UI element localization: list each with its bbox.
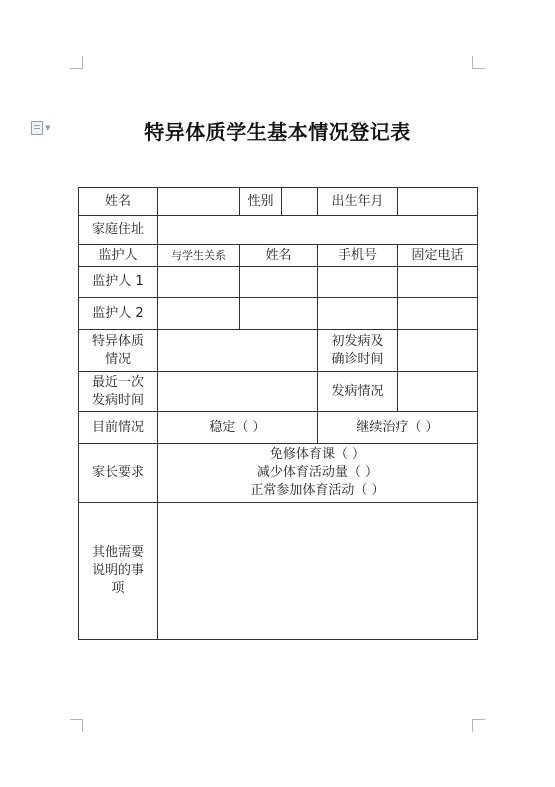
landline-header: 固定电话 [398,245,478,267]
chevron-down-icon: ▼ [45,123,51,132]
parent-request-label: 家长要求 [79,444,158,503]
guardian-1-relation-field[interactable] [158,267,240,298]
other-notes-field[interactable] [158,503,478,640]
gender-label: 性别 [240,188,282,216]
guardian-2-name-field[interactable] [240,298,318,330]
stable-option[interactable]: 稳定（ ） [158,412,318,444]
current-status-label: 目前情况 [79,412,158,444]
birth-label: 出生年月 [318,188,398,216]
crop-mark-bottom-right [472,719,485,732]
birth-field[interactable] [398,188,478,216]
last-attack-label: 最近一次 发病时间 [79,372,158,412]
guardian-1-phone-field[interactable] [318,267,398,298]
registration-form-table [78,187,478,640]
guardian-2-landline-field[interactable] [398,298,478,330]
treatment-option[interactable]: 继续治疗（ ） [318,412,478,444]
condition-field[interactable] [158,330,318,372]
guardian-1-label: 监护人 1 [79,267,158,298]
exempt-pe-option[interactable]: 免修体育课（ ） [269,447,366,462]
normal-activity-option[interactable]: 正常参加体育活动（ ） [250,483,385,498]
address-field[interactable] [158,216,478,245]
crop-mark-bottom-left [70,719,83,732]
relation-header: 与学生关系 [158,245,240,267]
page-title: 特异体质学生基本情况登记表 [144,120,411,144]
guardian-2-phone-field[interactable] [318,298,398,330]
crop-mark-top-right [472,56,485,69]
gender-field[interactable] [282,188,318,216]
reduce-activity-option[interactable]: 减少体育活动量（ ） [256,465,379,480]
guardian-2-label: 监护人 2 [79,298,158,330]
attack-status-field[interactable] [398,372,478,412]
onset-label: 初发病及 确诊时间 [318,330,398,372]
name-label: 姓名 [79,188,158,216]
guardian-name-header: 姓名 [240,245,318,267]
phone-header: 手机号 [318,245,398,267]
address-label: 家庭住址 [79,216,158,245]
guardian-header: 监护人 [79,245,158,267]
crop-mark-top-left [70,56,83,69]
name-field[interactable] [158,188,240,216]
guardian-2-relation-field[interactable] [158,298,240,330]
onset-field[interactable] [398,330,478,372]
last-attack-field[interactable] [158,372,318,412]
other-notes-label: 其他需要 说明的事 项 [79,503,158,640]
guardian-1-landline-field[interactable] [398,267,478,298]
parent-request-options [158,444,478,503]
condition-label: 特异体质 情况 [79,330,158,372]
guardian-1-name-field[interactable] [240,267,318,298]
attack-status-label: 发病情况 [318,372,398,412]
